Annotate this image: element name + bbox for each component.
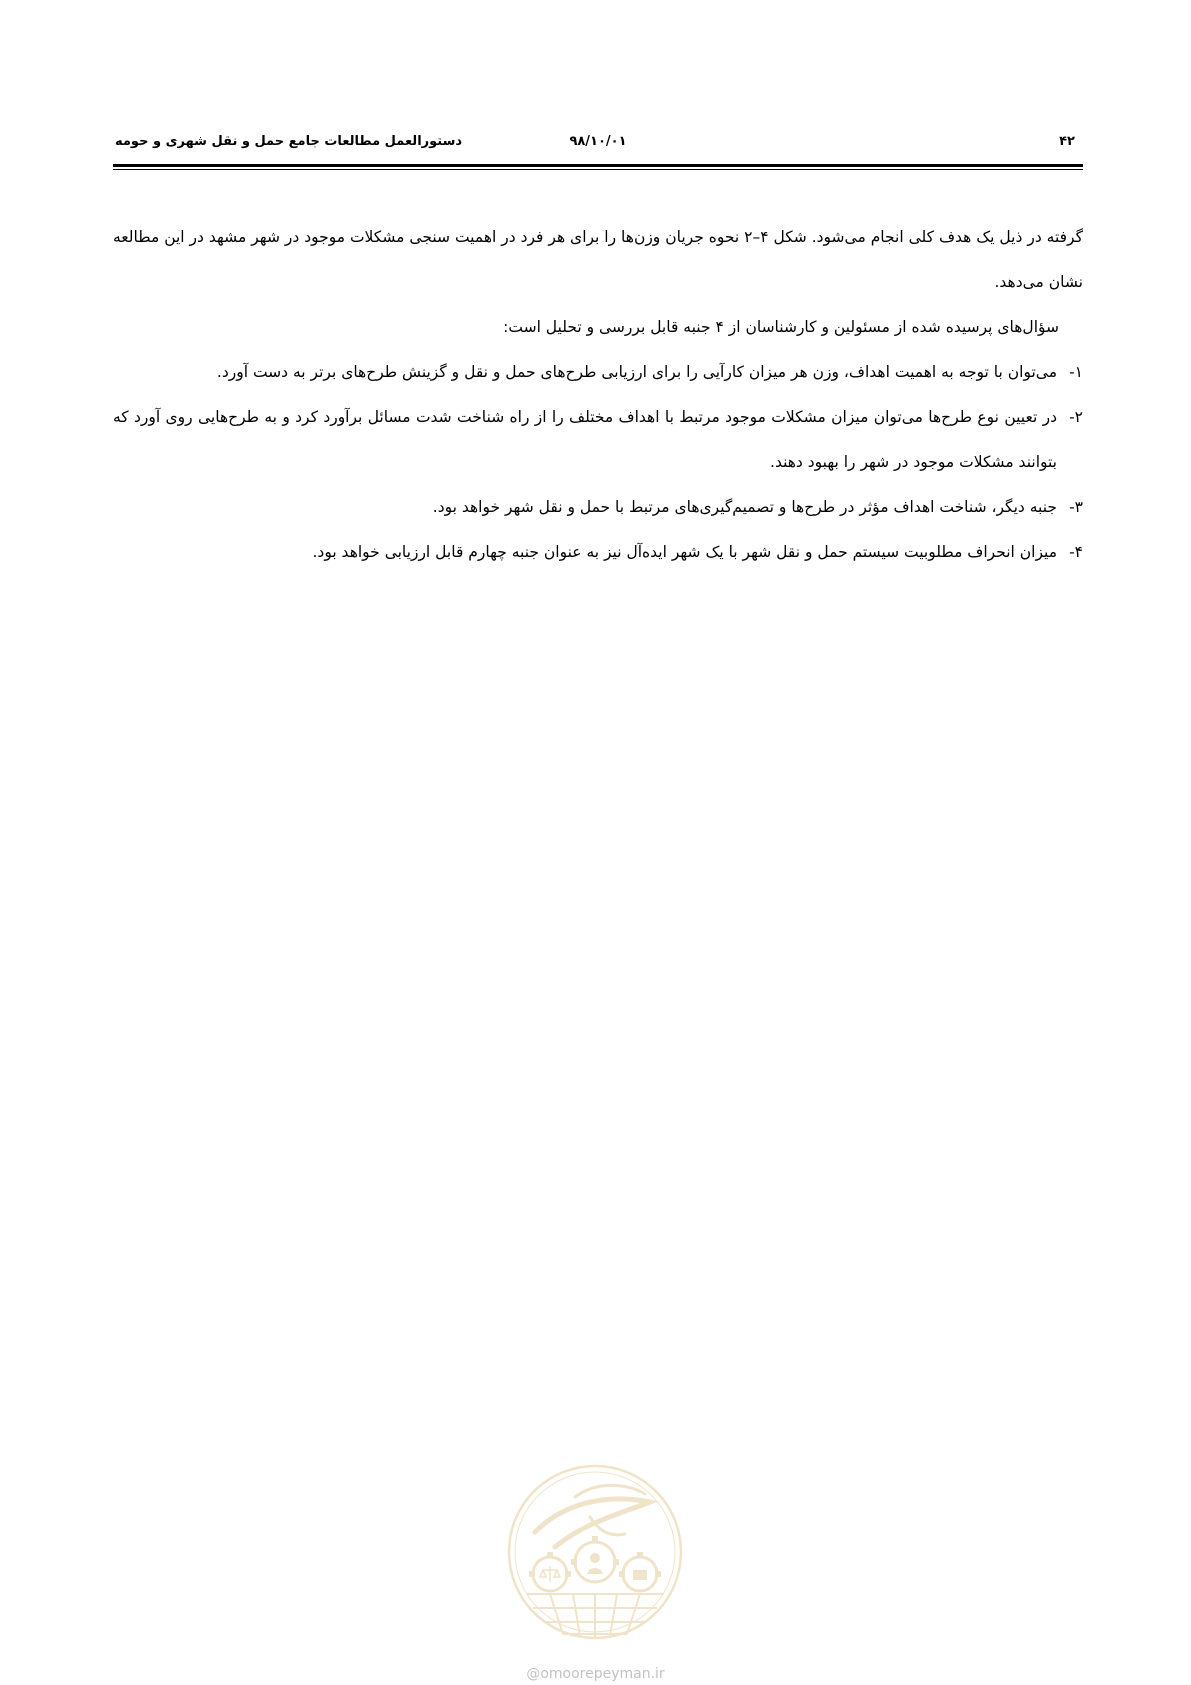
list-item-number: ۴- <box>1069 543 1083 561</box>
document-title: دستورالعمل مطالعات جامع حمل و نقل شهری و حومه <box>115 134 463 149</box>
list-item <box>113 350 1083 395</box>
body-paragraph: گرفته در ذیل یک هدف کلی انجام می‌شود. شکل ۴–۲ نحوه جریان وزن‌ها را برای هر فرد در اهمیت سنجی مشکلات موجود در شهر مشهد در این مطالعه نشان می‌دهد. <box>113 228 1083 291</box>
body-paragraph: سؤال‌های پرسیده شده از مسئولین و کارشناسان از ۴ جنبه قابل بررسی و تحلیل است: <box>503 318 1059 336</box>
list-item-text: جنبه دیگر، شناخت اهداف مؤثر در طرح‌ها و تصمیم‌گیری‌های مرتبط با حمل و نقل شهر خواهد بود. <box>432 498 1057 516</box>
header-rule-thin <box>113 169 1083 170</box>
watermark-url: @omoorepeyman.ir <box>526 1666 665 1682</box>
page-header <box>113 128 1083 156</box>
list-item-number: ۳- <box>1069 498 1083 516</box>
list-item-number: ۲- <box>1069 408 1083 426</box>
list-item-text: میزان انحراف مطلوبیت سیستم حمل و نقل شهر با یک شهر ایده‌آل نیز به عنوان جنبه چهارم قابل ارزیابی خواهد بود. <box>312 543 1057 561</box>
list-item-text: در تعیین نوع طرح‌ها می‌توان میزان مشکلات موجود مرتبط با اهداف مختلف را از راه شناخت شدت مسائل برآورد کرد و به طرح‌هایی روی آورد که بتوانند مشکلات موجود در شهر را بهبود دهند. <box>113 408 1057 471</box>
page-number: ۴۲ <box>1059 134 1075 149</box>
list-item-number: ۱- <box>1069 363 1083 381</box>
list-item <box>113 395 1083 485</box>
list-item <box>113 530 1083 575</box>
document-body <box>113 215 1083 575</box>
header-date: ۹۸/۱۰/۰۱ <box>569 134 627 149</box>
header-rule-thick <box>113 164 1083 167</box>
list-item <box>113 485 1083 530</box>
watermark-seal-logo <box>505 1462 685 1662</box>
list-item-text: می‌توان با توجه به اهمیت اهداف، وزن هر میزان کارآیی را برای ارزیابی طرح‌های حمل و نقل و گزینش طرح‌های برتر به دست آورد. <box>216 363 1057 381</box>
